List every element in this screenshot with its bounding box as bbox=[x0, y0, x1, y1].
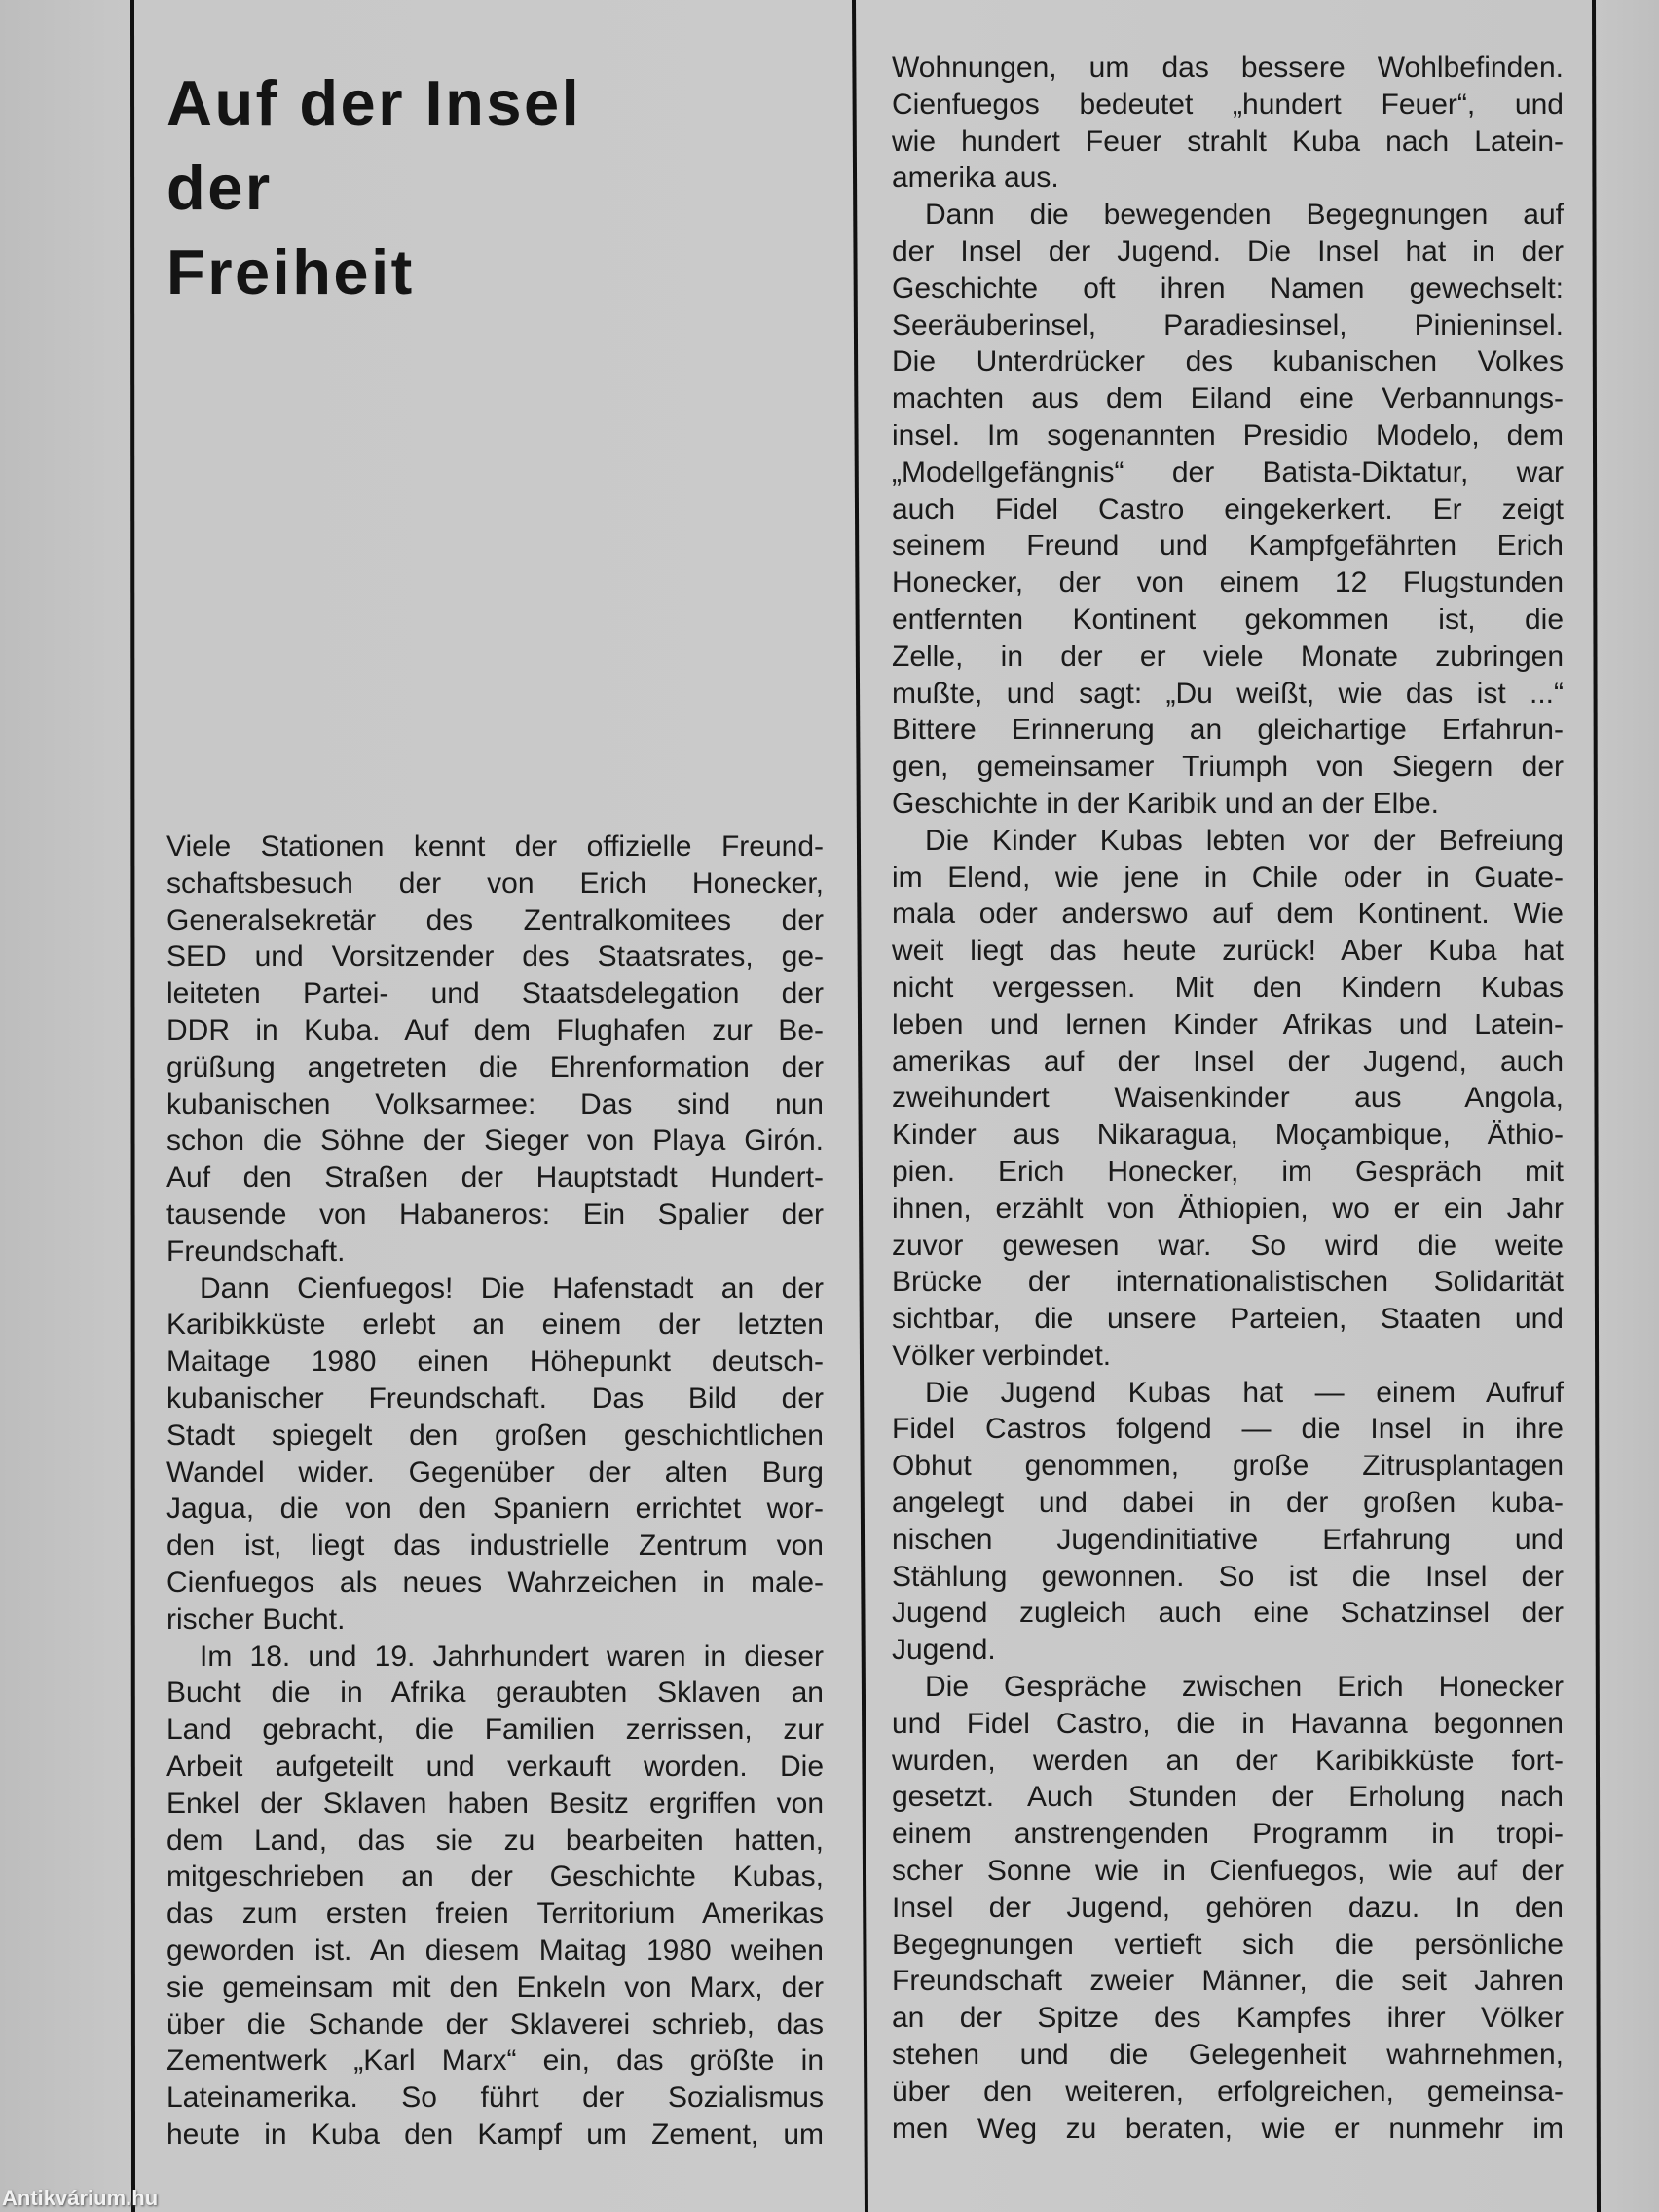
title-line: der bbox=[166, 152, 273, 223]
center-column-rule bbox=[854, 0, 866, 2212]
paragraph bbox=[892, 823, 1564, 1375]
text-line: mala oder anderswo auf dem Kontinent. Wie bbox=[892, 898, 1564, 931]
article-title bbox=[166, 60, 581, 314]
paragraph bbox=[892, 1669, 1564, 2147]
paragraph bbox=[166, 829, 824, 1271]
text-line: der Insel der Jugend. Die Insel hat in der bbox=[892, 235, 1564, 268]
text-line: und Fidel Castro, die in Havanna begonnen bbox=[892, 1707, 1564, 1740]
text-line: Völker verbindet. bbox=[892, 1339, 1112, 1372]
text-line: Maitage 1980 einen Höhepunkt deutsch- bbox=[166, 1346, 824, 1379]
text-line: Fidel Castros folgend — die Insel in ihre bbox=[892, 1413, 1564, 1446]
text-line: tausende von Habaneros: Ein Spalier der bbox=[166, 1198, 824, 1231]
text-line: DDR in Kuba. Auf dem Flughafen zur Be- bbox=[166, 1014, 824, 1047]
text-line: Honecker, der von einem 12 Flugstunden bbox=[892, 567, 1564, 600]
text-line: Dann die bewegenden Begegnungen auf bbox=[925, 199, 1564, 232]
text-line: weit liegt das heute zurück! Aber Kuba hat bbox=[892, 935, 1564, 968]
text-line: entfernten Kontinent gekommen ist, die bbox=[892, 603, 1564, 636]
left-column-rule bbox=[132, 0, 133, 2212]
text-line: Cienfuegos bedeutet „hundert Feuer“, und bbox=[892, 88, 1564, 121]
paragraph bbox=[166, 1271, 824, 1639]
text-line: scher Sonne wie in Cienfuegos, wie auf der bbox=[892, 1855, 1564, 1888]
paragraph bbox=[892, 197, 1564, 823]
text-line: Begegnungen vertieft sich die persönliche bbox=[892, 1928, 1564, 1961]
text-line: Karibikküste erlebt an einem der letzten bbox=[166, 1309, 824, 1342]
text-line: den ist, liegt das industrielle Zentrum von bbox=[166, 1530, 824, 1563]
text-line: wurden, werden an der Karibikküste fort- bbox=[892, 1744, 1564, 1777]
text-line: Die Unterdrücker des kubanischen Volkes bbox=[892, 346, 1564, 379]
text-line: Wandel wider. Gegenüber der alten Burg bbox=[166, 1456, 824, 1489]
text-line: Insel der Jugend, gehören dazu. In den bbox=[892, 1891, 1564, 1924]
text-line: Stählung gewonnen. So ist die Insel der bbox=[892, 1560, 1564, 1593]
text-line: Auf den Straßen der Hauptstadt Hundert- bbox=[166, 1161, 824, 1195]
text-line: geworden ist. An diesem Maitag 1980 weihen bbox=[166, 1934, 824, 1967]
text-line: insel. Im sogenannten Presidio Modelo, dem bbox=[892, 419, 1564, 452]
text-line: Obhut genommen, große Zitrusplantagen bbox=[892, 1450, 1564, 1483]
text-line: SED und Vorsitzender des Staatsrates, ge- bbox=[166, 940, 824, 974]
text-line: einem anstrengenden Programm in tropi- bbox=[892, 1818, 1564, 1851]
text-line: an der Spitze des Kampfes ihrer Völker bbox=[892, 2002, 1564, 2035]
text-line: Enkel der Sklaven haben Besitz ergriffen von bbox=[166, 1787, 824, 1820]
text-line: Jugend. bbox=[892, 1634, 996, 1667]
text-line: Cienfuegos als neues Wahrzeichen in male- bbox=[166, 1566, 824, 1599]
text-line: heute in Kuba den Kampf um Zement, um bbox=[166, 2118, 824, 2151]
text-line: im Elend, wie jene in Chile oder in Guate- bbox=[892, 861, 1564, 894]
text-line: leiteten Partei- und Staatsdelegation der bbox=[166, 977, 824, 1011]
text-line: Zelle, in der er viele Monate zubringen bbox=[892, 640, 1564, 673]
title-line: Auf der Insel bbox=[166, 67, 582, 138]
text-line: angelegt und dabei in der großen kuba- bbox=[892, 1487, 1564, 1520]
text-line: Zementwerk „Karl Marx“ ein, das größte in bbox=[166, 2045, 824, 2078]
text-line: Bucht die in Afrika geraubten Sklaven an bbox=[166, 1677, 824, 1710]
text-line: Jugend zugleich auch eine Schatzinsel der bbox=[892, 1597, 1564, 1630]
text-line: zweihundert Waisenkinder aus Angola, bbox=[892, 1082, 1564, 1115]
text-line: Geschichte oft ihren Namen gewechselt: bbox=[892, 272, 1564, 305]
text-line: Seeräuberinsel, Paradiesinsel, Pinieninsel. bbox=[892, 309, 1564, 342]
right-column-rule bbox=[1594, 0, 1599, 2212]
text-line: kubanischen Volksarmee: Das sind nun bbox=[166, 1088, 824, 1121]
watermark: Antikvárium.hu bbox=[2, 2186, 159, 2210]
text-line: pien. Erich Honecker, im Gespräch mit bbox=[892, 1155, 1564, 1188]
text-line: stehen und die Gelegenheit wahrnehmen, bbox=[892, 2039, 1564, 2072]
text-line: amerika aus. bbox=[892, 162, 1059, 195]
text-line: dem Land, das sie zu bearbeiten hatten, bbox=[166, 1824, 824, 1857]
paragraph bbox=[892, 1375, 1564, 1669]
text-line: amerikas auf der Insel der Jugend, auch bbox=[892, 1045, 1564, 1078]
text-line: das zum ersten freien Territorium Amerikas bbox=[166, 1898, 824, 1931]
paragraph bbox=[166, 1639, 824, 2154]
text-line: schaftsbesuch der von Erich Honecker, bbox=[166, 866, 824, 900]
text-line: Die Jugend Kubas hat — einem Aufruf bbox=[925, 1376, 1564, 1409]
text-line: leben und lernen Kinder Afrikas und Latein- bbox=[892, 1008, 1564, 1041]
paragraph bbox=[892, 50, 1564, 197]
text-line: Im 18. und 19. Jahrhundert waren in dieser bbox=[200, 1640, 824, 1673]
text-line: kubanischer Freundschaft. Das Bild der bbox=[166, 1382, 824, 1415]
text-line: gesetzt. Auch Stunden der Erholung nach bbox=[892, 1781, 1564, 1814]
text-line: Dann Cienfuegos! Die Hafenstadt an der bbox=[200, 1272, 824, 1305]
text-line: zuvor gewesen war. So wird die weite bbox=[892, 1229, 1564, 1262]
text-line: nischen Jugendinitiative Erfahrung und bbox=[892, 1523, 1564, 1556]
text-line: seinem Freund und Kampfgefährten Erich bbox=[892, 530, 1564, 563]
text-line: men Weg zu beraten, wie er nunmehr im bbox=[892, 2112, 1564, 2145]
text-line: Freundschaft. bbox=[166, 1235, 346, 1268]
text-line: Geschichte in der Karibik und an der Elbe. bbox=[892, 787, 1439, 820]
text-line: Viele Stationen kennt der offizielle Freund- bbox=[166, 830, 824, 863]
text-line: Stadt spiegelt den großen geschichtlichen bbox=[166, 1419, 824, 1452]
text-line: Die Gespräche zwischen Erich Honecker bbox=[925, 1671, 1564, 1704]
text-line: Bittere Erinnerung an gleichartige Erfahrun- bbox=[892, 714, 1564, 747]
text-line: rischer Bucht. bbox=[166, 1603, 346, 1636]
text-line: „Modellgefängnis“ der Batista-Diktatur, war bbox=[892, 456, 1564, 489]
text-line: Generalsekretär des Zentralkomitees der bbox=[166, 903, 824, 937]
text-line: schon die Söhne der Sieger von Playa Girón. bbox=[166, 1124, 824, 1158]
text-line: mitgeschrieben an der Geschichte Kubas, bbox=[166, 1861, 824, 1894]
text-line: Die Kinder Kubas lebten vor der Befreiung bbox=[925, 824, 1564, 857]
text-line: machten aus dem Eiland eine Verbannungs- bbox=[892, 383, 1564, 416]
text-line: wie hundert Feuer strahlt Kuba nach Latein- bbox=[892, 125, 1564, 158]
left-text-column bbox=[166, 829, 824, 2154]
text-line: Arbeit aufgeteilt und verkauft worden. Die bbox=[166, 1750, 824, 1783]
right-text-column bbox=[892, 50, 1564, 2147]
text-line: über die Schande der Sklaverei schrieb, das bbox=[166, 2008, 824, 2041]
text-line: sichtbar, die unsere Parteien, Staaten und bbox=[892, 1303, 1564, 1336]
text-line: nicht vergessen. Mit den Kindern Kubas bbox=[892, 971, 1564, 1004]
text-line: gen, gemeinsamer Triumph von Siegern der bbox=[892, 751, 1564, 784]
text-line: Kinder aus Nikaragua, Moçambique, Äthio- bbox=[892, 1119, 1564, 1152]
text-line: sie gemeinsam mit den Enkeln von Marx, der bbox=[166, 1971, 824, 2004]
text-line: grüßung angetreten die Ehrenformation der bbox=[166, 1051, 824, 1084]
text-line: auch Fidel Castro eingekerkert. Er zeigt bbox=[892, 493, 1564, 526]
text-line: Land gebracht, die Familien zerrissen, zur bbox=[166, 1714, 824, 1747]
text-line: über den weiteren, erfolgreichen, gemeinsa- bbox=[892, 2075, 1564, 2108]
text-line: ihnen, erzählt von Äthiopien, wo er ein Jahr bbox=[892, 1192, 1564, 1225]
text-line: Jagua, die von den Spaniern errichtet wor- bbox=[166, 1493, 824, 1526]
title-line: Freiheit bbox=[166, 237, 415, 308]
text-line: Lateinamerika. So führt der Sozialismus bbox=[166, 2082, 824, 2115]
text-line: Wohnungen, um das bessere Wohlbefinden. bbox=[892, 52, 1564, 84]
text-line: Freundschaft zweier Männer, die seit Jahren bbox=[892, 1965, 1564, 1998]
text-line: mußte, und sagt: „Du weißt, wie das ist ...“ bbox=[892, 677, 1564, 710]
text-line: Brücke der internationalistischen Solidarität bbox=[892, 1266, 1564, 1299]
